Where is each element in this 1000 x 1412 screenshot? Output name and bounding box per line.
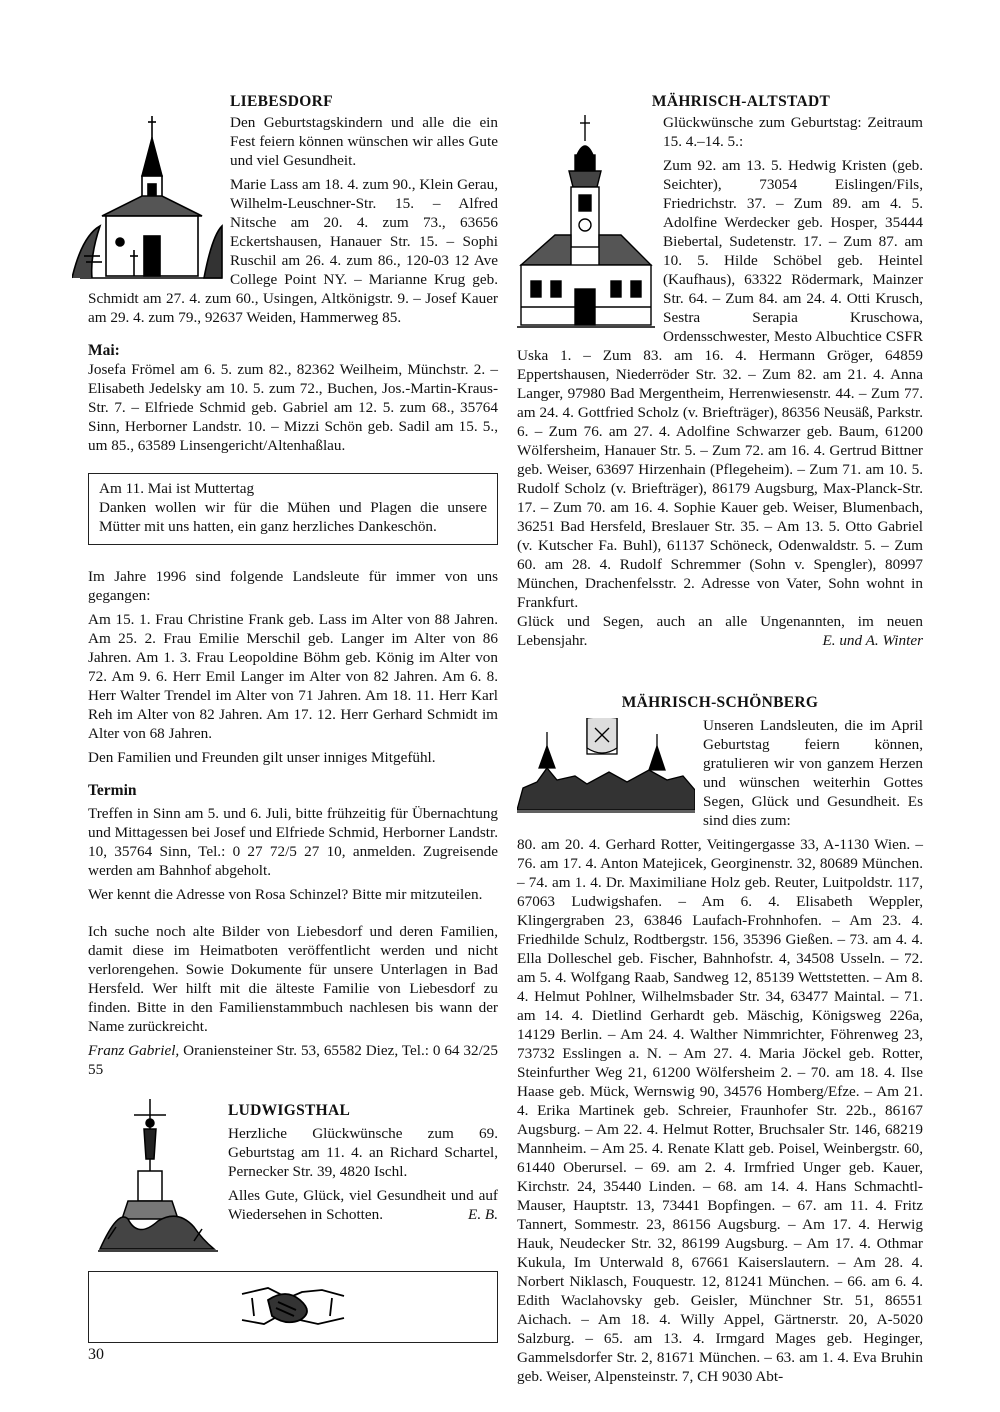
deaths-list: Am 15. 1. Frau Christine Frank geb. Lass im Alter von 88 Jahren. Am 25. 2. Frau Emilie Merschil geb. Langer im Alter von 86 Jahren. Am 1. 3. Frau Leopoldine Böhm geb. König im Alter von 72. Am 9. 6. Herr Emil Langer im Alter von 82 Jahren. Am 6. 8. Herr Walter Trendel im Alter von 71 Jahren. Am 18. 11. Herr Karl Reh im Alter von 82 Jahren. Am 17. 12. Herr Gerhard Schmidt im Alter von 68 Jahren. <box>88 611 498 742</box>
handshake-box <box>88 1271 498 1343</box>
cross-illustration <box>98 1099 218 1259</box>
altstadt-entries: Zum 92. am 13. 5. Hedwig Kristen (geb. Seichter), 73054 Eislingen/Fils, Friedrichstr. 37. – Zum 89. am 4. 5. Adolfine Werdecker geb. Hosper, 35444 Biebertal, Sudetenstr. 17. – Zum 87. am 10. 5. Hilde Schöbel geb. Heintel (Kaufhaus), 63322 Rödermark, Mainzer Str. 64. – Zum 84. am 24. 4. Otti Krusch, Sestra Serapia Kruschowa, Ordensschwester, Mesto Albuchtice CSFR Uska 1. – Zum 83. am 16. 4. Hermann Gröger, 64859 Eppertshausen, Niederröder Str. 32. – Zum 82. am 21. 4. Anna Langer, 97980 Bad Mergentheim, Herrenwiesenstr. 44. – Zum 77. am 24. 4. Gottfried Scholz (v. Briefträger), 86356 Neusäß, Parkstr. 6. – Zum 76. am 27. 4. Adolfine Schwarzer geb. Baum, 61200 Wölfersheim, Hanauer Str. 5. – Zum 72. am 16. 4. Gertrud Bittner geb. Weiser, 63697 Hirzenhain (Pflegeheim). – Zum 71. am 10. 5. Rudolf Scholz (v. Briefträger), 86179 Augsburg, Max-Planck-Str. 17. – Zum 70. am 16. 4. Sophie Kauer geb. Weiser, Blumenbach, 36251 Bad Hersfeld, Breslauer Str. 35. – Am 13. 5. Otto Gabriel (v. Kutscher Fa. Buhl), 61137 Schöneck, Odenwaldstr. 5. – Zum 60. am 28. 4. Rudolf Schremmer (Sohn v. Spengler), 80997 München, Drachenfelsstr. 2. Adresse von Vater, Sohn wohnt in Frankfurt. <box>517 157 923 611</box>
ludwigsthal-section <box>88 1101 498 1259</box>
muttertag-box <box>88 473 498 545</box>
chapel-illustration <box>72 116 224 286</box>
muttertag-title: Am 11. Mai ist Muttertag <box>99 480 255 497</box>
schoenberg-heading: MÄHRISCH-SCHÖNBERG <box>621 694 819 711</box>
church-illustration <box>517 115 655 337</box>
termin-text: Treffen in Sinn am 5. und 6. Juli, bitte frühzeitig für Übernachtung und Mittagessen bei Josef und Elfriede Schmid, Herborner Landstr. 10, 35764 Sinn, Tel.: 0 27 72/5 27 10, anmelden. Zugreisende werden am Bahnhof abgeholt. <box>88 805 498 879</box>
liebesdorf-intro: Den Geburtstagskindern und alle die ein Fest feiern können wünschen wir alles Gute und viel Gesundheit. <box>230 114 498 169</box>
page-number: 30 <box>88 1346 104 1363</box>
schoenberg-entries: 80. am 20. 4. Gerhard Rotter, Veitingergasse 33, A-1130 Wien. – 76. am 17. 4. Anton Matejicek, Georginenstr. 32, 80689 München. – 74. am 1. 4. Dr. Maximiliane Holz geb. Reuter, Luitpoldstr. 117, 67063 Ludwigshafen. – Am 6. 4. Elisabeth Weppler, Klingergraben 23, 63846 Laufach-Frohnhofen. – Am 23. 4. Friedhilde Schulz, Rodtbergstr. 156, 35396 Gießen. – 73. am 4. 4. Ella Dolleschel geb. Fischer, Bahnhofstr. 4, 34508 Usseln. – 72. am 5. 4. Wolfgang Raab, Sandweg 12, 85139 Wettstetten. – Am 8. 4. Helmut Pohlner, Wilhelmsbader Str. 34, 63477 Maintal. – 71. am 14. 4. Dietlind Gerhardt geb. Mäschig, Königsweg 226a, 14129 Berlin. – Am 24. 4. Walther Nimmrichter, Föhrenweg 23, 73732 Esslingen a. N. – Am 27. 4. Maria Jöckel geb. Rotter, Steinfurther Weg 21, 61200 Wölfersheim 2. – 70. am 18. 4. Ilse Haase geb. Mück, Wernswig 90, 34576 Homberg/Efze. – Am 21. 4. Erika Martinek geb. Schreier, Fraunhofer Str. 22b., 86167 Augsburg. – Am 22. 4. Helmut Rotter, Bruchsaler Str. 146, 68219 Mannheim. – Am 25. 4. Renate Klatt geb. Poisel, Weinbergstr. 60, 61440 Oberursel. – 69. am 2. 4. Irmfried Unger geb. Kauer, Kirchstr. 24, 35440 Linden. – 68. am 14. 4. Hans Schmachtl-Mauser, Hauptstr. 13, 73441 Bopfingen. – 67. am 11. 4. Fritz Tannert, Sommestr. 23, 86156 Augsburg. – Am 17. 4. Herwig Hauk, Neudecker Str. 32, 86199 Augsburg. – Am 17. 4. Othmar Kukula, Im Unterwald 8, 67661 Kaiserslautern. – Am 28. 4. Norbert Niklasch, Fouquestr. 12, 81241 München. – 66. am 6. 4. Edith Waclahovsky geb. Geisler, Münchner Str. 51, 86551 Aichach. – Am 18. 4. Willy Appel, Gärtnerstr. 20, A-5020 Salzburg. – 65. am 13. 4. Irmgard Mages geb. Heginger, Gammelsdorfer Str. 2, 81671 München. – 63. am 1. 4. Eva Bruhin geb. Weiser, Alpensteinstr. 7, CH 9030 Abt- <box>517 836 923 1385</box>
liebesdorf-april-entries: Marie Lass am 18. 4. zum 90., Klein Gerau, Wilhelm-Leuschner-Str. 15. – Alfred Nitsche am 20. 4. zum 73., 63656 Eckertshausen, Hanauer Str. 15. – Sophi Ruschil am 26. 4. zum 86., 120-03 12 Ave College Point NY. – Marianne Krug geb. Schmidt am 27. 4. zum 60., Usingen, Altkönigstr. 9. – Josef Kauer am 29. 4. zum 79., 92637 Weiden, Hammerweg 85. <box>88 176 498 326</box>
address-question: Wer kennt die Adresse von Rosa Schinzel? Bitte mir mitzuteilen. <box>88 886 483 903</box>
mai-entries: Josefa Frömel am 6. 5. zum 82., 82362 Weilheim, Münchstr. 2. – Elisabeth Jedelsky am 10. 5. zum 72., Buchen, Jos.-Martin-Kraus-Str. 7. – Elfriede Schmid geb. Gabriel am 12. 5. zum 68., 35764 Sinn, Herborner Landstr. 10. – Mizzi Schön geb. Sadil am 15. 5., um 85., 63589 Linsengericht/Altenhaßlau. <box>88 361 498 454</box>
signature-address: Oraniensteiner Str. 53, 65582 Diez, Tel.: 0 64 32/25 55 <box>88 1042 498 1078</box>
ludwigsthal-text: Herzliche Glückwünsche zum 69. Geburtstag am 11. 4. an Richard Schartel, Pernecker Str. 39, 4820 Ischl. <box>228 1125 498 1180</box>
condolence-text: Den Familien und Freunden gilt unser inniges Mitgefühl. <box>88 749 436 766</box>
altstadt-closing: Glück und Segen, auch an alle Ungenannten, im neuen Lebensjahr. <box>517 613 923 649</box>
liebesdorf-heading: LIEBESDORF <box>230 93 333 110</box>
deaths-intro: Im Jahre 1996 sind folgende Landsleute für immer von uns gegangen: <box>88 568 498 604</box>
altstadt-heading: MÄHRISCH-ALTSTADT <box>651 93 831 110</box>
handshake-icon <box>238 1280 348 1334</box>
altstadt-signature: E. und A. Winter <box>822 632 923 649</box>
schoenberg-intro: Unseren Landsleuten, die im April Geburtstag feiern können, gratulieren wir von ganzem Herzen und wünschen weiterhin Gottes Segen, Glück und Gesundheit. Es sind dies zum: <box>703 717 923 829</box>
altstadt-intro: Glückwünsche zum Geburtstag: Zeitraum 15. 4.–14. 5.: <box>663 114 923 150</box>
mai-heading: Mai: <box>88 342 120 359</box>
termin-heading: Termin <box>88 782 137 799</box>
left-column <box>88 92 498 1343</box>
town-illustration <box>517 718 695 818</box>
ludwigsthal-heading: LUDWIGSTHAL <box>228 1102 351 1119</box>
liebesdorf-signature <box>88 1041 498 1079</box>
right-column <box>517 92 923 1391</box>
ludwigsthal-signature: E. B. <box>468 1206 498 1223</box>
ludwigsthal-closing-text: Alles Gute, Glück, viel Gesundheit und auf Wiedersehen in Schotten. <box>228 1187 498 1223</box>
signature-name: Franz Gabriel, <box>88 1042 180 1059</box>
muttertag-text: Danken wollen wir für die Mühen und Plagen die unsere Mütter mit uns hatten, ein ganz herzliches Dankeschön. <box>99 499 487 535</box>
photos-request: Ich suche noch alte Bilder von Liebesdorf und deren Familien, damit diese im Heimatboten veröffentlicht werden und nicht verlorengehen. Sowie Dokumente für unsere Unterlagen in Bad Hersfeld. Wer hilft mit die älteste Familie von Liebesdorf zu finden. Bitte in den Familienstammbuch nachlesen bis wann der Name zurückreicht. <box>88 923 498 1035</box>
